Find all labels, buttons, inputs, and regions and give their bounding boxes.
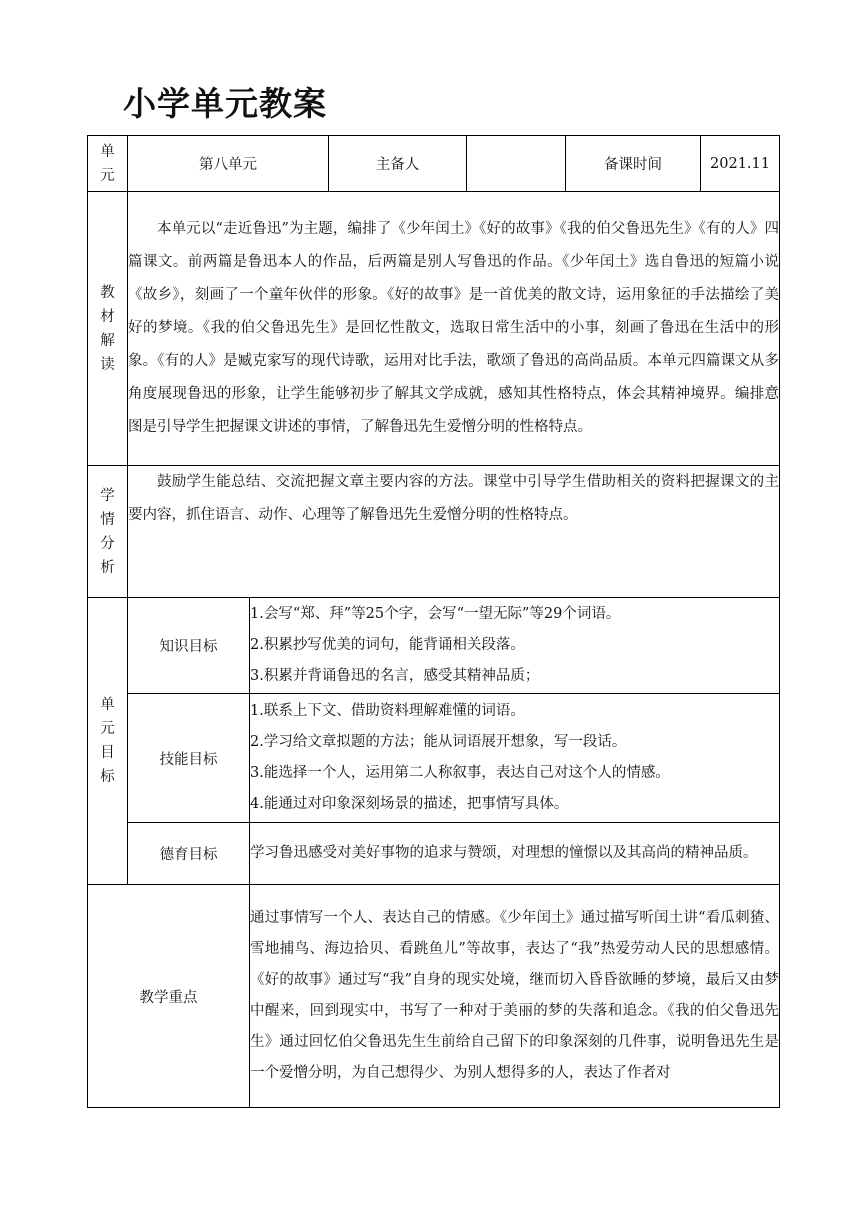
skills-goal-label: 技能目标 — [128, 694, 250, 823]
moral-goal-row — [88, 823, 780, 885]
prep-date-value: 2021.11 — [701, 136, 780, 192]
students-analysis-text: 鼓励学生能总结、交流把握文章主要内容的方法。课堂中引导学生借助相关的资料把握课文的主要内容，抓住语言、动作、心理等了解鲁迅先生爱憎分明的性格特点。 — [128, 466, 780, 598]
knowledge-goal-row — [88, 598, 780, 694]
focus-row — [88, 885, 780, 1108]
list-item: 2.学习给文章拟题的方法；能从词语展开想象，写一段话。 — [250, 734, 627, 750]
textbook-label: 教 材 解 读 — [88, 192, 128, 466]
moral-goal-text: 学习鲁迅感受对美好事物的追求与赞颂，对理想的憧憬以及其高尚的精神品质。 — [250, 823, 780, 885]
lead-teacher-label: 主备人 — [329, 136, 467, 192]
list-item: 4.能通过对印象深刻场景的描述，把事情写具体。 — [250, 796, 569, 812]
list-item: 1.联系上下文、借助资料理解难懂的词语。 — [250, 703, 525, 719]
skills-goal-list — [250, 694, 780, 823]
lead-teacher-value — [467, 136, 566, 192]
knowledge-goal-label: 知识目标 — [128, 598, 250, 694]
list-item: 3.积累并背诵鲁迅的名言，感受其精神品质； — [250, 668, 540, 684]
lesson-plan-table — [87, 135, 780, 1108]
textbook-analysis-text: 本单元以“走近鲁迅”为主题，编排了《少年闰土》《好的故事》《我的伯父鲁迅先生》《有的人》四篇课文。前两篇是鲁迅本人的作品，后两篇是别人写鲁迅的作品。《少年闰土》选自鲁迅的短篇小说《故乡》，刻画了一个童年伙伴的形象。《好的故事》是一首优美的散文诗，运用象征的手法描绘了美好的梦境。《我的伯父鲁迅先生》是回忆性散文，选取日常生活中的小事，刻画了鲁迅在生活中的形象。《有的人》是臧克家写的现代诗歌，运用对比手法，歌颂了鲁迅的高尚品质。本单元四篇课文从多角度展现鲁迅的形象，让学生能够初步了解其文学成就，感知其性格特点，体会其精神境界。编排意图是引导学生把握课文讲述的事情，了解鲁迅先生爱憎分明的性格特点。 — [128, 192, 780, 466]
page-title: 小学单元教案 — [123, 84, 327, 123]
teaching-focus-label: 教学重点 — [88, 885, 250, 1108]
prep-date-label: 备课时间 — [566, 136, 701, 192]
textbook-row — [88, 192, 780, 466]
unit-label: 单 元 — [88, 136, 128, 192]
unit-value: 第八单元 — [128, 136, 329, 192]
header-row — [88, 136, 780, 192]
skills-goal-row — [88, 694, 780, 823]
moral-goal-label: 德育目标 — [128, 823, 250, 885]
knowledge-goal-list — [250, 598, 780, 694]
list-item: 3.能选择一个人，运用第二人称叙事，表达自己对这个人的情感。 — [250, 765, 670, 781]
list-item: 2.积累抄写优美的词句，能背诵相关段落。 — [250, 637, 525, 653]
unit-goals-label: 单 元 目 标 — [88, 598, 128, 885]
list-item: 1.会写“郑、拜”等25个字，会写“一望无际”等29个词语。 — [250, 606, 621, 622]
students-row — [88, 466, 780, 598]
students-label: 学 情 分 析 — [88, 466, 128, 598]
teaching-focus-text: 通过事情写一个人、表达自己的情感。《少年闰土》通过描写听闰土讲“看瓜刺猹、雪地捕鸟、海边拾贝、看跳鱼儿”等故事，表达了“我”热爱劳动人民的思想感情。《好的故事》通过写“我”自身的现实处境，继而切入昏昏欲睡的梦境，最后又由梦中醒来，回到现实中，书写了一种对于美丽的梦的失落和追念。《我的伯父鲁迅先生》通过回忆伯父鲁迅先生生前给自己留下的印象深刻的几件事，说明鲁迅先生是一个爱憎分明，为自己想得少、为别人想得多的人，表达了作者对 — [250, 885, 780, 1108]
